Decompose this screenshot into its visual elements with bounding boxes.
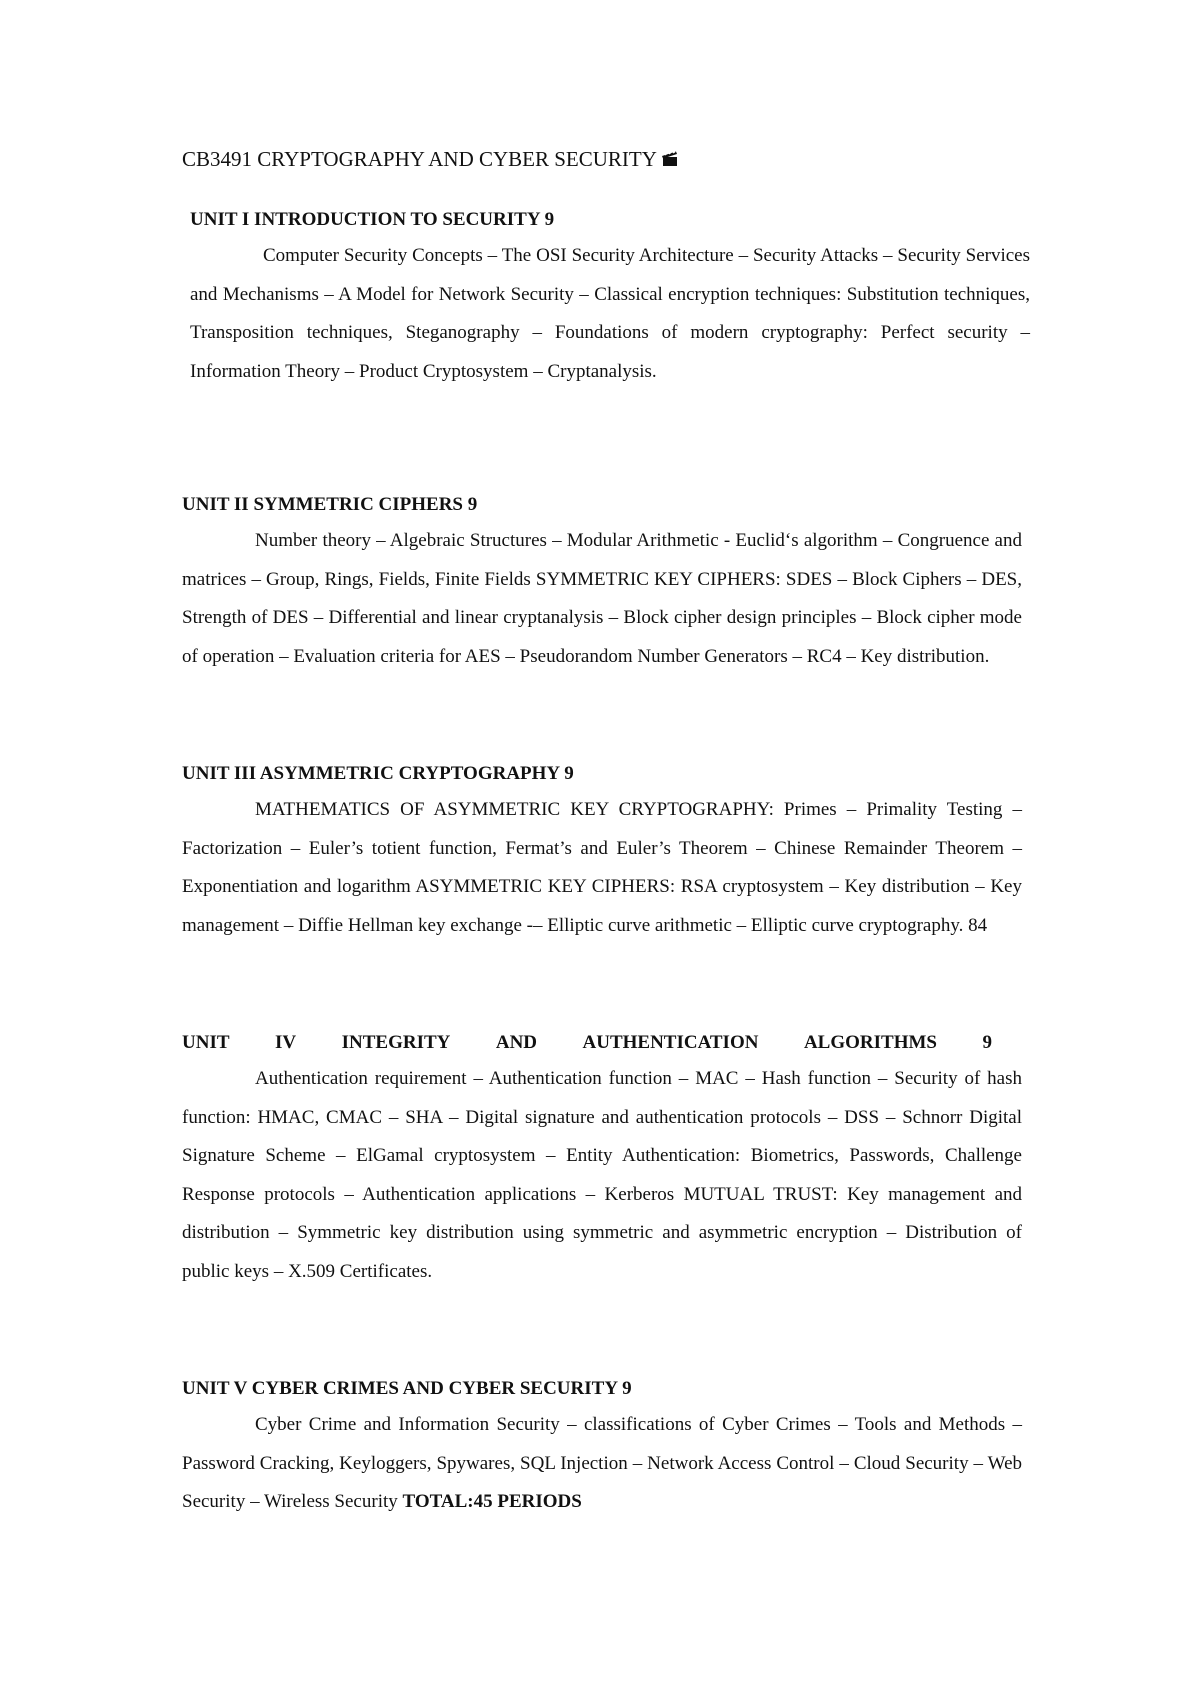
unit-4-heading-word: AUTHENTICATION xyxy=(582,1032,759,1053)
unit-3 xyxy=(182,760,1022,945)
unit-4-heading-word: IV xyxy=(275,1032,297,1053)
document-title xyxy=(182,145,1042,173)
clapperboard-icon xyxy=(661,151,679,167)
unit-5 xyxy=(182,1375,1022,1522)
total-periods: TOTAL:45 PERIODS xyxy=(402,1491,582,1512)
unit-5-body-text: Cyber Crime and Information Security – classifications of Cyber Crimes – Tools and Methods – Password Cracking, Keyloggers, Spywares, SQL Injection – Network Access Control – Cloud Security – Web Security – Wireless Security xyxy=(182,1414,1022,1512)
unit-1 xyxy=(190,206,1030,391)
unit-2-body: Number theory – Algebraic Structures – Modular Arithmetic - Euclid‘s algorithm – Congruence and matrices – Group, Rings, Fields, Finite Fields SYMMETRIC KEY CIPHERS: SDES – Block Ciphers – DES, Strength of DES – Differential and linear cryptanalysis – Block cipher design principles – Block cipher mode of operation – Evaluation criteria for AES – Pseudorandom Number Generators – RC4 – Key distribution. xyxy=(182,530,1022,667)
unit-1-body: Computer Security Concepts – The OSI Security Architecture – Security Attacks – Security Services and Mechanisms – A Model for Network Security – Classical encryption techniques: Substitution techniques, Transposition techniques, Steganography – Foundations of modern cryptography: Perfect security – Information Theory – Product Cryptosystem – Cryptanalysis. xyxy=(190,245,1030,382)
unit-1-heading: UNIT I INTRODUCTION TO SECURITY 9 xyxy=(190,209,555,230)
unit-4-heading-word: INTEGRITY xyxy=(341,1032,451,1053)
unit-3-heading: UNIT III ASYMMETRIC CRYPTOGRAPHY 9 xyxy=(182,763,574,784)
unit-4-heading-word: UNIT xyxy=(182,1032,230,1053)
document-title-text: CB3491 CRYPTOGRAPHY AND CYBER SECURITY xyxy=(182,147,657,171)
unit-4-heading xyxy=(182,1029,992,1057)
unit-5-body xyxy=(182,1406,1022,1522)
unit-3-body: MATHEMATICS OF ASYMMETRIC KEY CRYPTOGRAPHY: Primes – Primality Testing – Factorization – Euler’s totient function, Fermat’s and Euler’s Theorem – Chinese Remainder Theorem – Exponentiation and logarithm ASYMMETRIC KEY CIPHERS: RSA cryptosystem – Key distribution – Key management – Diffie Hellman key exchange -– Elliptic curve arithmetic – Elliptic curve cryptography. 84 xyxy=(182,799,1022,936)
unit-4-body: Authentication requirement – Authentication function – MAC – Hash function – Security of hash function: HMAC, CMAC – SHA – Digital signature and authentication protocols – DSS – Schnorr Digital Signature Scheme – ElGamal cryptosystem – Entity Authentication: Biometrics, Passwords, Challenge Response protocols – Authentication applications – Kerberos MUTUAL TRUST: Key management and distribution – Symmetric key distribution using symmetric and asymmetric encryption – Distribution of public keys – X.509 Certificates. xyxy=(182,1068,1022,1282)
unit-5-heading: UNIT V CYBER CRIMES AND CYBER SECURITY 9 xyxy=(182,1378,632,1399)
unit-2-heading: UNIT II SYMMETRIC CIPHERS 9 xyxy=(182,494,478,515)
unit-4-heading-word: 9 xyxy=(982,1032,992,1053)
unit-4-heading-word: AND xyxy=(495,1032,538,1053)
unit-4 xyxy=(182,1029,1022,1291)
unit-4-heading-word: ALGORITHMS xyxy=(803,1032,937,1053)
unit-2 xyxy=(182,491,1022,676)
